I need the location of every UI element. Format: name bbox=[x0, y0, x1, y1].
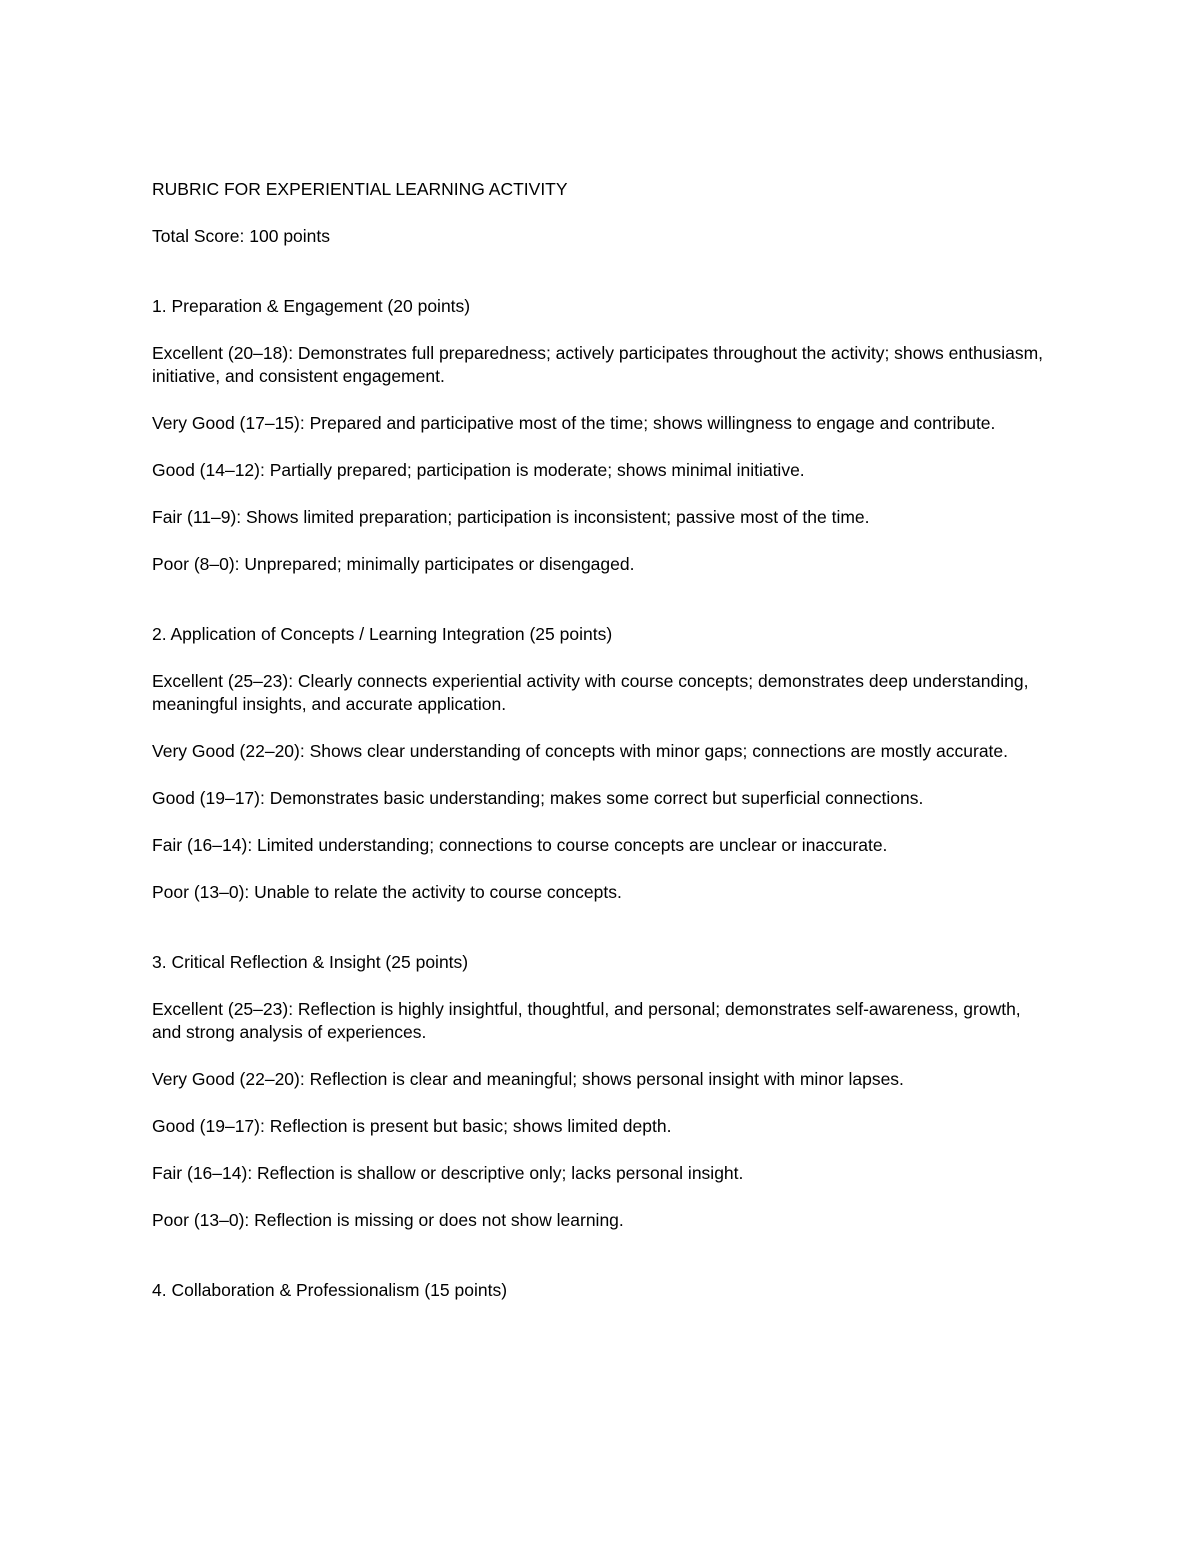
section-heading: 4. Collaboration & Professionalism (15 points) bbox=[152, 1280, 508, 1300]
criterion-fair: Fair (11–9): Shows limited preparation; participation is inconsistent; passive most of the time. bbox=[152, 507, 870, 527]
criterion-excellent: Excellent (20–18): Demonstrates full preparedness; actively participates throughout the activity; shows enthusiasm, initiative, and consistent engagement. bbox=[152, 343, 1044, 386]
criterion-fair: Fair (16–14): Limited understanding; connections to course concepts are unclear or inaccurate. bbox=[152, 835, 888, 855]
criterion-excellent: Excellent (25–23): Clearly connects experiential activity with course concepts; demonstrates deep understanding, meaningful insights, and accurate application. bbox=[152, 671, 1029, 714]
document-page bbox=[152, 178, 1052, 1326]
criterion-good: Good (19–17): Demonstrates basic understanding; makes some correct but superficial connections. bbox=[152, 788, 924, 808]
total-score: Total Score: 100 points bbox=[152, 226, 331, 246]
criterion-very-good: Very Good (17–15): Prepared and participative most of the time; shows willingness to engage and contribute. bbox=[152, 413, 996, 433]
rubric-section-preparation bbox=[152, 295, 1052, 576]
criterion-very-good: Very Good (22–20): Shows clear understanding of concepts with minor gaps; connections are mostly accurate. bbox=[152, 741, 1009, 761]
criterion-poor: Poor (13–0): Reflection is missing or does not show learning. bbox=[152, 1210, 624, 1230]
criterion-poor: Poor (13–0): Unable to relate the activity to course concepts. bbox=[152, 882, 622, 902]
criterion-good: Good (19–17): Reflection is present but basic; shows limited depth. bbox=[152, 1116, 672, 1136]
section-heading: 3. Critical Reflection & Insight (25 points) bbox=[152, 952, 469, 972]
document-title: RUBRIC FOR EXPERIENTIAL LEARNING ACTIVITY bbox=[152, 179, 568, 199]
rubric-section-application bbox=[152, 623, 1052, 904]
section-heading: 2. Application of Concepts / Learning Integration (25 points) bbox=[152, 624, 613, 644]
rubric-section-collaboration bbox=[152, 1279, 1052, 1302]
criterion-poor: Poor (8–0): Unprepared; minimally participates or disengaged. bbox=[152, 554, 635, 574]
criterion-very-good: Very Good (22–20): Reflection is clear and meaningful; shows personal insight with minor lapses. bbox=[152, 1069, 904, 1089]
criterion-fair: Fair (16–14): Reflection is shallow or descriptive only; lacks personal insight. bbox=[152, 1163, 744, 1183]
rubric-section-reflection bbox=[152, 951, 1052, 1232]
criterion-excellent: Excellent (25–23): Reflection is highly insightful, thoughtful, and personal; demonstrates self-awareness, growth, and strong analysis of experiences. bbox=[152, 999, 1021, 1042]
criterion-good: Good (14–12): Partially prepared; participation is moderate; shows minimal initiative. bbox=[152, 460, 805, 480]
section-heading: 1. Preparation & Engagement (20 points) bbox=[152, 296, 471, 316]
